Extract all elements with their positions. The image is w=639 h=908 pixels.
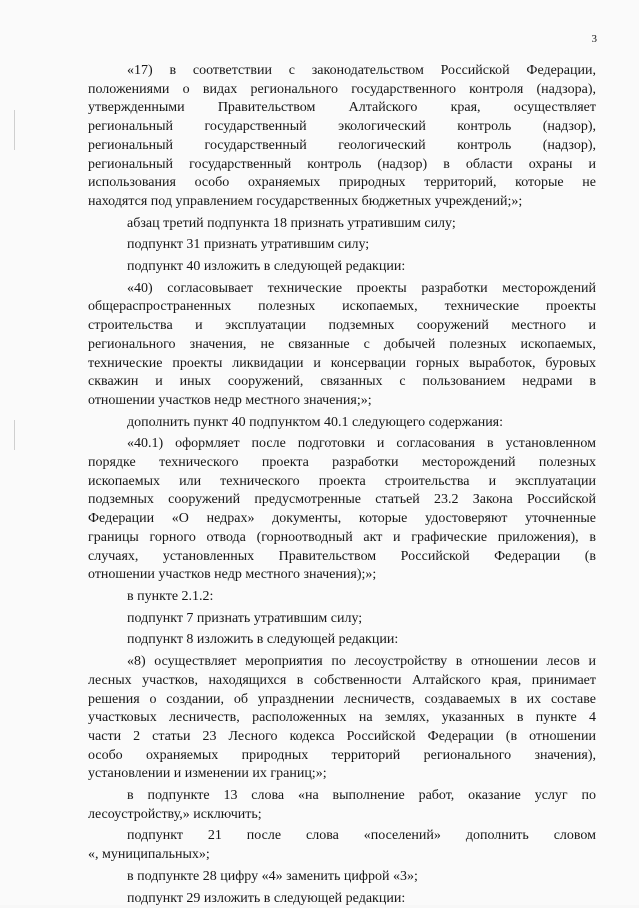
text-line: отношении участков недр местного значения;»; [88,392,372,408]
text-line: регионального значения, не связанные с добычей полезных ископаемых, [88,336,596,352]
text-line: Федерации «О недрах» документы, которые удостоверяют уточненные [88,511,596,527]
text-line: в подпункте 13 слова «на выполнение работ, оказание услуг по [127,788,596,804]
text-line: «17) в соответствии с законодательством Российской Федерации, [127,63,596,78]
text-line: технические проекты ликвидации и консервации горных выработок, буровых [88,355,596,371]
text-line: положениями о видах регионального государственного контроля (надзора), [88,81,596,97]
scan-artifact [14,420,15,450]
text-line: случаях, установленных Правительством Российской Федерации (в [88,548,596,564]
text-line: в пункте 2.1.2: [127,588,214,604]
text-line: абзац третий подпункта 18 признать утратившим силу; [127,215,456,231]
document-body [88,62,596,908]
text-line: части 2 статьи 23 Лесного кодекса Российской Федерации (в отношении [88,728,596,744]
paragraph [88,868,596,887]
paragraph [88,610,596,629]
paragraph [88,236,596,255]
text-line: региональный государственный экологический контроль (надзор), [88,119,596,135]
text-line: использования особо охраняемых природных территорий, которые не [88,175,596,191]
text-line: установлении и изменении их границ;»; [88,766,327,782]
text-line: общераспространенных полезных ископаемых, технические проекты [88,299,596,315]
text-line: скважин и иных сооружений, связанных с пользованием недрами в [88,374,596,390]
paragraph [88,588,596,607]
text-line: подпункт 29 изложить в следующей редакции: [127,890,406,906]
text-line: порядке технического проекта разработки месторождений полезных [88,455,596,471]
text-line: ископаемых или технического проекта строительства и эксплуатации [88,473,596,489]
paragraph [88,653,596,784]
text-line: подпункт 31 признать утратившим силу; [127,237,370,253]
page-number: 3 [591,33,597,45]
paragraph [88,435,596,585]
paragraph [88,280,596,411]
text-line: участковых лесничеств, расположенных на землях, указанных в пункте 4 [88,710,596,726]
paragraph [88,787,596,824]
paragraph [88,414,596,433]
paragraph [88,258,596,277]
paragraph [88,827,596,864]
text-line: подпункт 40 изложить в следующей редакции: [127,259,406,275]
text-line: «, муниципальных»; [88,847,210,863]
text-line: подземных сооружений предусмотренные статьей 23.2 Закона Российской [88,492,596,508]
text-line: подпункт 21 после слова «поселений» дополнить словом [127,828,596,844]
text-line: утвержденными Правительством Алтайского края, осуществляет [88,100,596,116]
text-line: дополнить пункт 40 подпунктом 40.1 следующего содержания: [127,414,504,430]
text-line: отношении участков недр местного значения);»; [88,567,377,583]
text-line: «8) осуществляет мероприятия по лесоустройству в отношении лесов и [127,654,596,670]
text-line: решения о создании, об упразднении лесничеств, создаваемых в их составе [88,691,596,707]
text-line: особо охраняемых природных территорий регионального значения), [88,747,596,763]
text-line: «40.1) оформляет после подготовки и согласования в установленном [127,436,596,452]
text-line: лесоустройству,» исключить; [88,806,262,822]
text-line: подпункт 7 признать утратившим силу; [127,610,363,626]
paragraph [88,890,596,908]
paragraph [88,631,596,650]
paragraph [88,215,596,234]
scan-artifact [14,110,15,150]
text-line: региональный государственный контроль (надзор) в области охраны и [88,156,596,172]
text-line: региональный государственный геологический контроль (надзор), [88,137,596,153]
text-line: лесных участков, находящихся в собственности Алтайского края, принимает [88,672,596,688]
paragraph [88,62,596,212]
text-line: «40) согласовывает технические проекты разработки месторождений [127,280,596,296]
text-line: находятся под управлением государственных бюджетных учреждений;»; [88,193,523,209]
text-line: подпункт 8 изложить в следующей редакции: [127,632,399,648]
text-line: в подпункте 28 цифру «4» заменить цифрой «3»; [127,868,418,884]
text-line: строительства и эксплуатации подземных сооружений местного и [88,318,596,334]
text-line: границы горного отвода (горноотводный акт и графические приложения), в [88,529,596,545]
